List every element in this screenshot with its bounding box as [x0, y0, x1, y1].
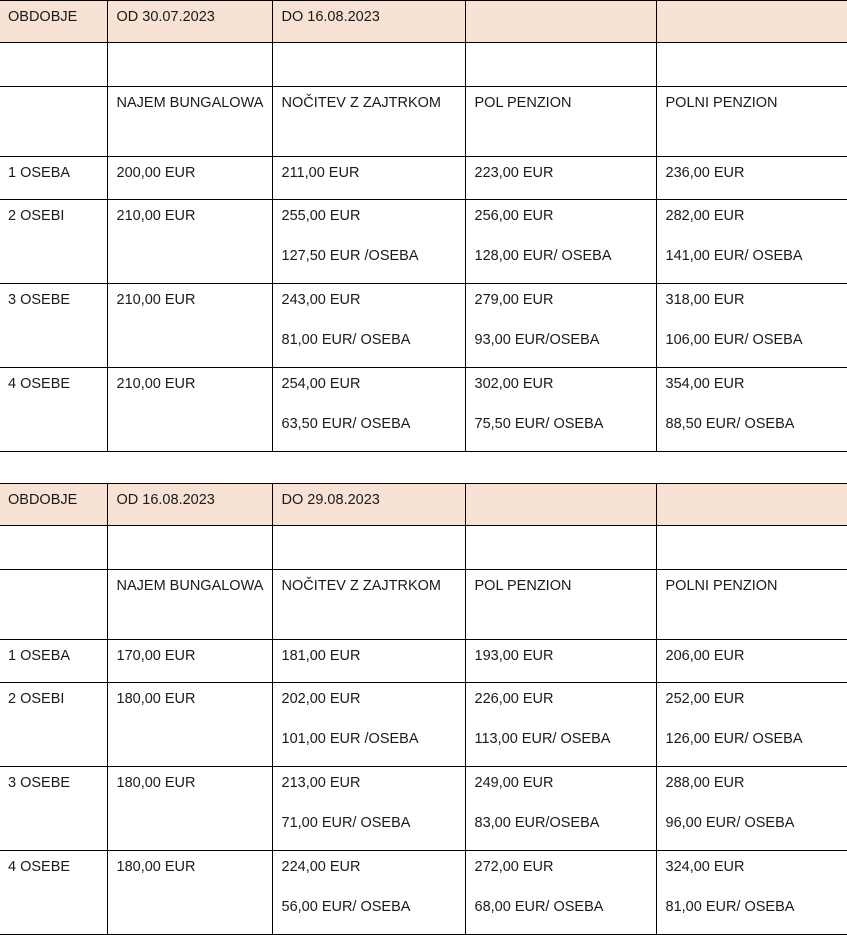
- full-board-cell: [656, 851, 847, 935]
- service-type-row: [0, 570, 847, 640]
- type-corner-cell: [0, 570, 107, 640]
- table-row: [0, 284, 847, 368]
- table-row: [0, 368, 847, 452]
- header-empty-cell: [656, 484, 847, 526]
- period-header-row: [0, 1, 847, 43]
- half-board-per-person: 113,00 EUR/ OSEBA: [474, 731, 611, 747]
- table-row: [0, 683, 847, 767]
- half-board-per-person: 93,00 EUR/OSEBA: [474, 332, 600, 348]
- bed-breakfast-price: 224,00 EUR: [281, 859, 361, 875]
- half-board-price: 279,00 EUR: [474, 292, 554, 308]
- full-board-price: 288,00 EUR: [665, 775, 745, 791]
- bed-breakfast-cell: [272, 284, 465, 368]
- persons-label: 3 OSEBE: [0, 284, 107, 368]
- half-board-per-person: 68,00 EUR/ OSEBA: [474, 899, 604, 915]
- half-board-cell: [465, 851, 656, 935]
- table-row: [0, 200, 847, 284]
- period-label-cell: OBDOBJE: [0, 1, 107, 43]
- empty-cell: [107, 43, 272, 87]
- empty-cell: [107, 526, 272, 570]
- half-board-price: 193,00 EUR: [465, 640, 656, 683]
- bed-breakfast-price: 213,00 EUR: [281, 775, 361, 791]
- empty-cell: [0, 43, 107, 87]
- full-board-price: 252,00 EUR: [665, 691, 745, 707]
- full-board-cell: [656, 200, 847, 284]
- persons-label: 2 OSEBI: [0, 683, 107, 767]
- type-half-board: POL PENZION: [465, 87, 656, 157]
- full-board-price: 282,00 EUR: [665, 208, 745, 224]
- full-board-price: 318,00 EUR: [665, 292, 745, 308]
- bed-breakfast-per-person: 63,50 EUR/ OSEBA: [281, 416, 411, 432]
- bed-breakfast-cell: [272, 851, 465, 935]
- full-board-price: 206,00 EUR: [656, 640, 847, 683]
- full-board-per-person: 81,00 EUR/ OSEBA: [665, 899, 795, 915]
- bed-breakfast-price: 255,00 EUR: [281, 208, 361, 224]
- table-row: [0, 767, 847, 851]
- bed-breakfast-price: 211,00 EUR: [272, 157, 465, 200]
- bungalow-price: 170,00 EUR: [107, 640, 272, 683]
- empty-cell: [272, 43, 465, 87]
- bed-breakfast-per-person: 56,00 EUR/ OSEBA: [281, 899, 411, 915]
- bungalow-price: 210,00 EUR: [107, 200, 272, 284]
- table-row: [0, 851, 847, 935]
- half-board-cell: [465, 200, 656, 284]
- half-board-per-person: 83,00 EUR/OSEBA: [474, 815, 600, 831]
- empty-cell: [272, 526, 465, 570]
- type-full-board: POLNI PENZION: [656, 87, 847, 157]
- bed-breakfast-per-person: 127,50 EUR /OSEBA: [281, 248, 419, 264]
- period-header-row: [0, 484, 847, 526]
- type-half-board: POL PENZION: [465, 570, 656, 640]
- bed-breakfast-per-person: 71,00 EUR/ OSEBA: [281, 815, 411, 831]
- half-board-price: 256,00 EUR: [474, 208, 554, 224]
- full-board-cell: [656, 284, 847, 368]
- bed-breakfast-cell: [272, 200, 465, 284]
- full-board-per-person: 106,00 EUR/ OSEBA: [665, 332, 803, 348]
- persons-label: 4 OSEBE: [0, 368, 107, 452]
- half-board-price: 226,00 EUR: [474, 691, 554, 707]
- empty-cell: [465, 43, 656, 87]
- full-board-cell: [656, 683, 847, 767]
- half-board-price: 272,00 EUR: [474, 859, 554, 875]
- type-bed-breakfast: NOČITEV Z ZAJTRKOM: [272, 87, 465, 157]
- bed-breakfast-price: 202,00 EUR: [281, 691, 361, 707]
- bungalow-price: 180,00 EUR: [107, 851, 272, 935]
- header-empty-cell: [465, 1, 656, 43]
- table-row: [0, 640, 847, 683]
- bungalow-price: 180,00 EUR: [107, 683, 272, 767]
- half-board-per-person: 128,00 EUR/ OSEBA: [474, 248, 612, 264]
- type-bungalow-rent: NAJEM BUNGALOWA: [107, 570, 272, 640]
- header-empty-cell: [656, 1, 847, 43]
- bed-breakfast-cell: [272, 368, 465, 452]
- full-board-price: 324,00 EUR: [665, 859, 745, 875]
- type-full-board: POLNI PENZION: [656, 570, 847, 640]
- service-type-row: [0, 87, 847, 157]
- period-to-cell: DO 29.08.2023: [272, 484, 465, 526]
- full-board-price: 354,00 EUR: [665, 376, 745, 392]
- full-board-cell: [656, 368, 847, 452]
- period-label-cell: OBDOBJE: [0, 484, 107, 526]
- bed-breakfast-per-person: 81,00 EUR/ OSEBA: [281, 332, 411, 348]
- bed-breakfast-price: 254,00 EUR: [281, 376, 361, 392]
- persons-label: 2 OSEBI: [0, 200, 107, 284]
- persons-label: 4 OSEBE: [0, 851, 107, 935]
- full-board-price: 236,00 EUR: [656, 157, 847, 200]
- table-row: [0, 157, 847, 200]
- persons-label: 1 OSEBA: [0, 157, 107, 200]
- price-table-period-1: [0, 0, 847, 452]
- period-to-cell: DO 16.08.2023: [272, 1, 465, 43]
- empty-cell: [0, 526, 107, 570]
- full-board-per-person: 141,00 EUR/ OSEBA: [665, 248, 803, 264]
- persons-label: 3 OSEBE: [0, 767, 107, 851]
- half-board-cell: [465, 767, 656, 851]
- bed-breakfast-price: 181,00 EUR: [272, 640, 465, 683]
- bed-breakfast-per-person: 101,00 EUR /OSEBA: [281, 731, 419, 747]
- half-board-cell: [465, 683, 656, 767]
- bungalow-price: 180,00 EUR: [107, 767, 272, 851]
- persons-label: 1 OSEBA: [0, 640, 107, 683]
- header-empty-cell: [465, 484, 656, 526]
- bungalow-price: 210,00 EUR: [107, 284, 272, 368]
- spacer-row: [0, 43, 847, 87]
- bungalow-price: 200,00 EUR: [107, 157, 272, 200]
- half-board-cell: [465, 284, 656, 368]
- full-board-per-person: 88,50 EUR/ OSEBA: [665, 416, 795, 432]
- price-table-period-2: [0, 483, 847, 935]
- empty-cell: [465, 526, 656, 570]
- half-board-cell: [465, 368, 656, 452]
- type-bed-breakfast: NOČITEV Z ZAJTRKOM: [272, 570, 465, 640]
- bed-breakfast-price: 243,00 EUR: [281, 292, 361, 308]
- empty-cell: [656, 43, 847, 87]
- half-board-price: 223,00 EUR: [465, 157, 656, 200]
- full-board-per-person: 126,00 EUR/ OSEBA: [665, 731, 803, 747]
- period-from-cell: OD 16.08.2023: [107, 484, 272, 526]
- type-corner-cell: [0, 87, 107, 157]
- half-board-per-person: 75,50 EUR/ OSEBA: [474, 416, 604, 432]
- bed-breakfast-cell: [272, 683, 465, 767]
- spacer-row: [0, 526, 847, 570]
- half-board-price: 249,00 EUR: [474, 775, 554, 791]
- bed-breakfast-cell: [272, 767, 465, 851]
- half-board-price: 302,00 EUR: [474, 376, 554, 392]
- bungalow-price: 210,00 EUR: [107, 368, 272, 452]
- empty-cell: [656, 526, 847, 570]
- full-board-cell: [656, 767, 847, 851]
- full-board-per-person: 96,00 EUR/ OSEBA: [665, 815, 795, 831]
- period-from-cell: OD 30.07.2023: [107, 1, 272, 43]
- type-bungalow-rent: NAJEM BUNGALOWA: [107, 87, 272, 157]
